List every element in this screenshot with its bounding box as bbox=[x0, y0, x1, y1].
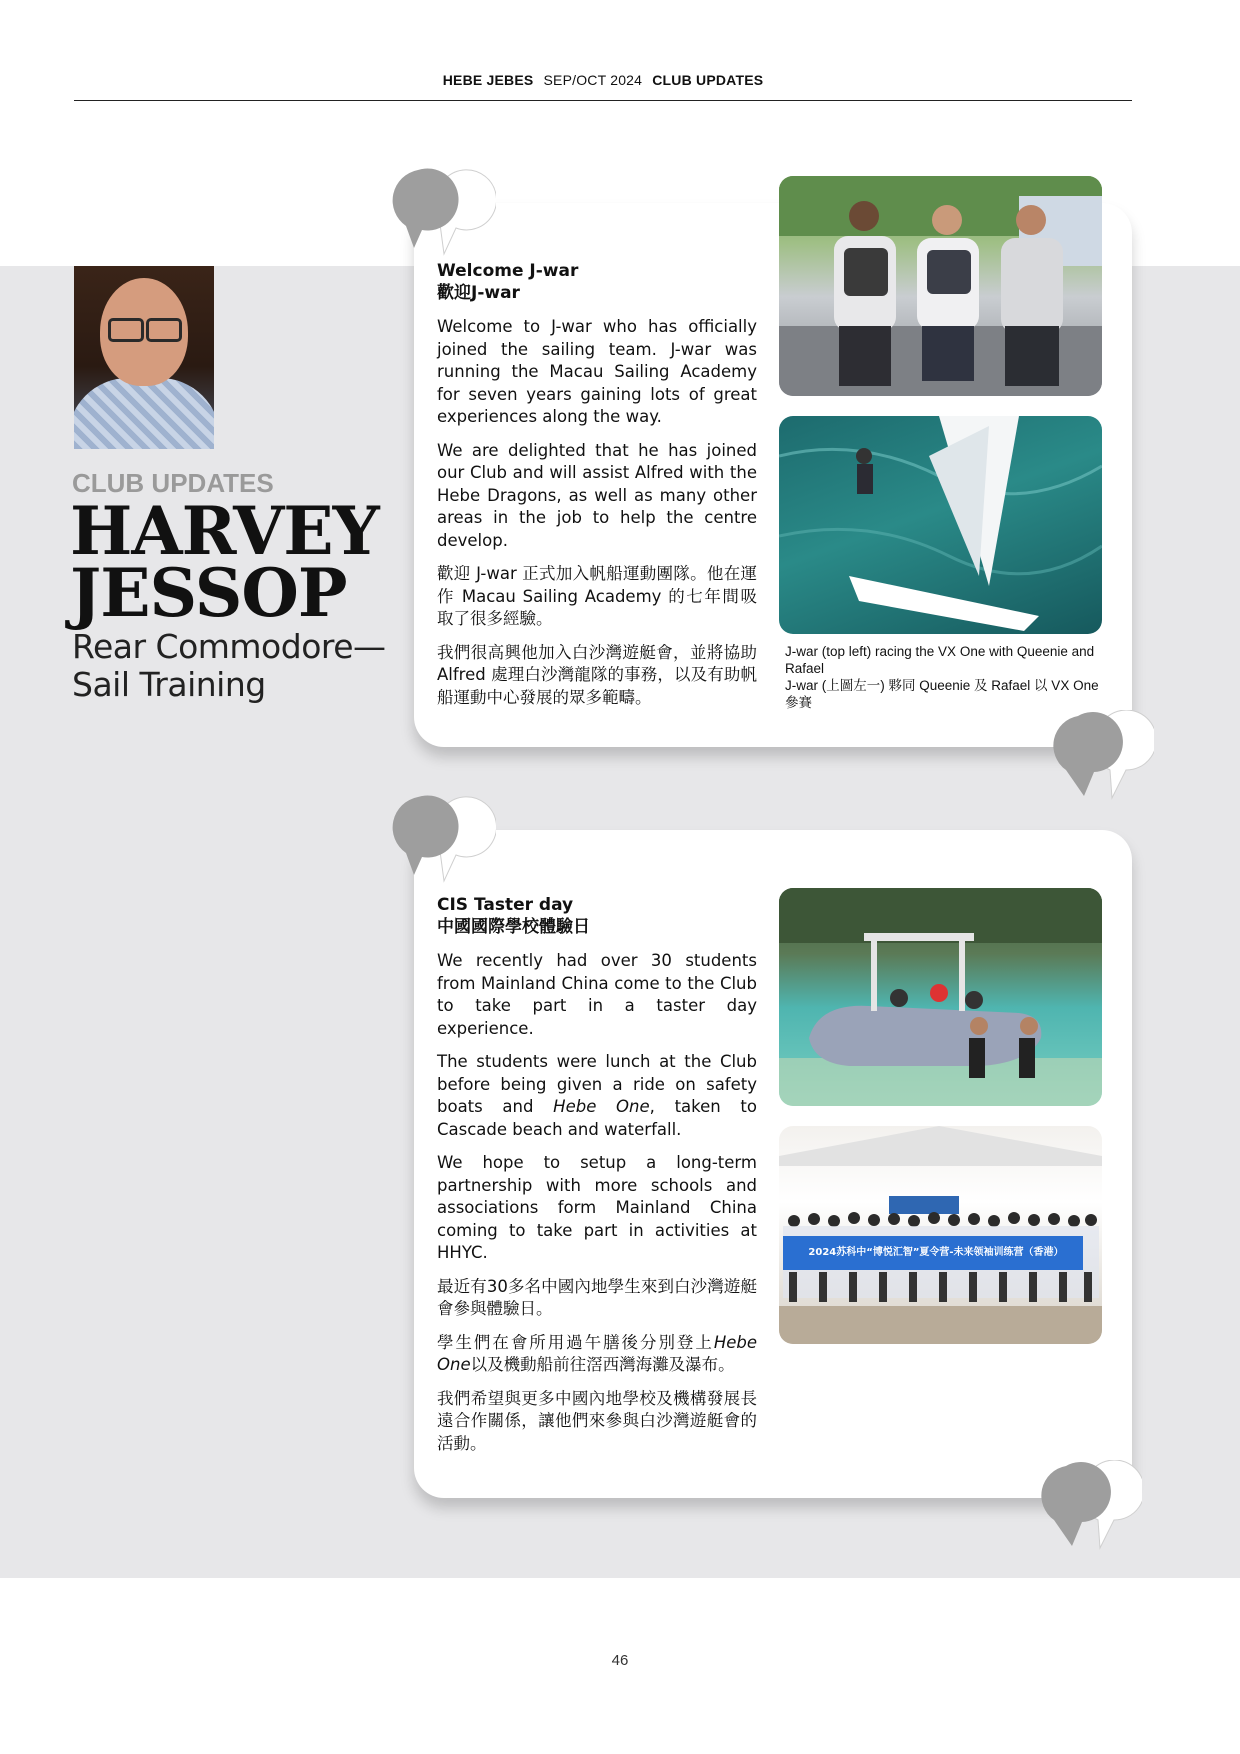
article-paragraph: We are delighted that he has joined our Club and will assist Alfred with the Hebe Dragons, as well as many other areas in the job to help the centre develop. bbox=[437, 440, 757, 550]
author-portrait bbox=[74, 266, 214, 449]
photo-safety-boat bbox=[779, 888, 1102, 1106]
author-name-line-2: JESSOP bbox=[70, 554, 347, 632]
article-paragraph: We recently had over 30 students from Mainland China come to the Club to take part in a taster day experience. bbox=[437, 951, 757, 1038]
article-paragraph: We hope to setup a long-term partnership with more schools and associations form Mainland China coming to take part in activities at HHYC. bbox=[437, 1153, 757, 1262]
author-role-line-2: Sail Training bbox=[72, 665, 266, 704]
article-taster-title-en: CIS Taster day bbox=[437, 895, 574, 915]
author-name-line-1: HARVEY bbox=[70, 492, 379, 570]
photo-group-banner bbox=[779, 1126, 1102, 1344]
banner-text: 2024苏科中“博悦汇智”夏令营-未来领袖训练营（香港） bbox=[808, 1247, 1064, 1258]
header-rule bbox=[74, 100, 1132, 101]
author-role-line-1: Rear Commodore— bbox=[72, 627, 386, 666]
article-paragraph: 歡迎 J-war 正式加入帆船運動團隊。他在運作 Macau Sailing Academy 的七年間吸取了很多經驗。 bbox=[437, 564, 757, 628]
author-role bbox=[72, 628, 386, 704]
caption-zh: J-war (上圖左一) 夥同 Queenie 及 Rafael 以 VX One參賽 bbox=[785, 678, 1099, 710]
quote-close-icon bbox=[1032, 1460, 1142, 1550]
photo-vx-one-racing bbox=[779, 416, 1102, 634]
sidebar-kicker: CLUB UPDATES bbox=[72, 468, 274, 498]
caption-en: J-war (top left) racing the VX One with Queenie and Rafael bbox=[785, 644, 1095, 676]
quote-open-icon bbox=[386, 793, 496, 883]
section-name: CLUB UPDATES bbox=[652, 72, 764, 88]
article-welcome-title-zh: 歡迎J-war bbox=[437, 283, 520, 303]
article-welcome-title-en: Welcome J-war bbox=[437, 261, 579, 281]
running-header bbox=[74, 72, 1132, 88]
article-paragraph: 學生們在會所用過午膳後分別登上Hebe One以及機動船前往滘西灣海灘及瀑布。 bbox=[437, 1332, 757, 1374]
article-paragraph: The students were lunch at the Club before being given a ride on safety boats and Hebe One, taken to Cascade beach and waterfall. bbox=[437, 1052, 757, 1139]
photo-caption-welcome bbox=[785, 643, 1107, 711]
publication-name: HEBE JEBES bbox=[442, 72, 534, 88]
article-paragraph: 我們希望與更多中國內地學校及機構發展長遠合作關係，讓他們來參與白沙灣遊艇會的活動。 bbox=[437, 1388, 757, 1453]
issue-date: SEP/OCT 2024 bbox=[543, 72, 643, 88]
author-name bbox=[70, 492, 379, 632]
quote-open-icon bbox=[386, 166, 496, 256]
article-taster-title-zh: 中國國際學校體驗日 bbox=[437, 917, 590, 937]
article-taster-text bbox=[437, 894, 757, 1466]
quote-close-icon bbox=[1044, 710, 1154, 800]
photo-sailors-portrait bbox=[779, 176, 1102, 396]
article-welcome-text bbox=[437, 260, 757, 720]
article-paragraph: Welcome to J-war who has officially joined the sailing team. J-war was running the Macau Sailing Academy for seven years gaining lots of great experiences along the way. bbox=[437, 317, 757, 426]
article-paragraph: 我們很高興他加入白沙灣遊艇會，並將協助 Alfred 處理白沙灣龍隊的事務，以及有助帆船運動中心發展的眾多範疇。 bbox=[437, 642, 757, 707]
page-number: 46 bbox=[611, 1652, 629, 1669]
article-paragraph: 最近有30多名中國內地學生來到白沙灣遊艇會參與體驗日。 bbox=[437, 1276, 757, 1318]
